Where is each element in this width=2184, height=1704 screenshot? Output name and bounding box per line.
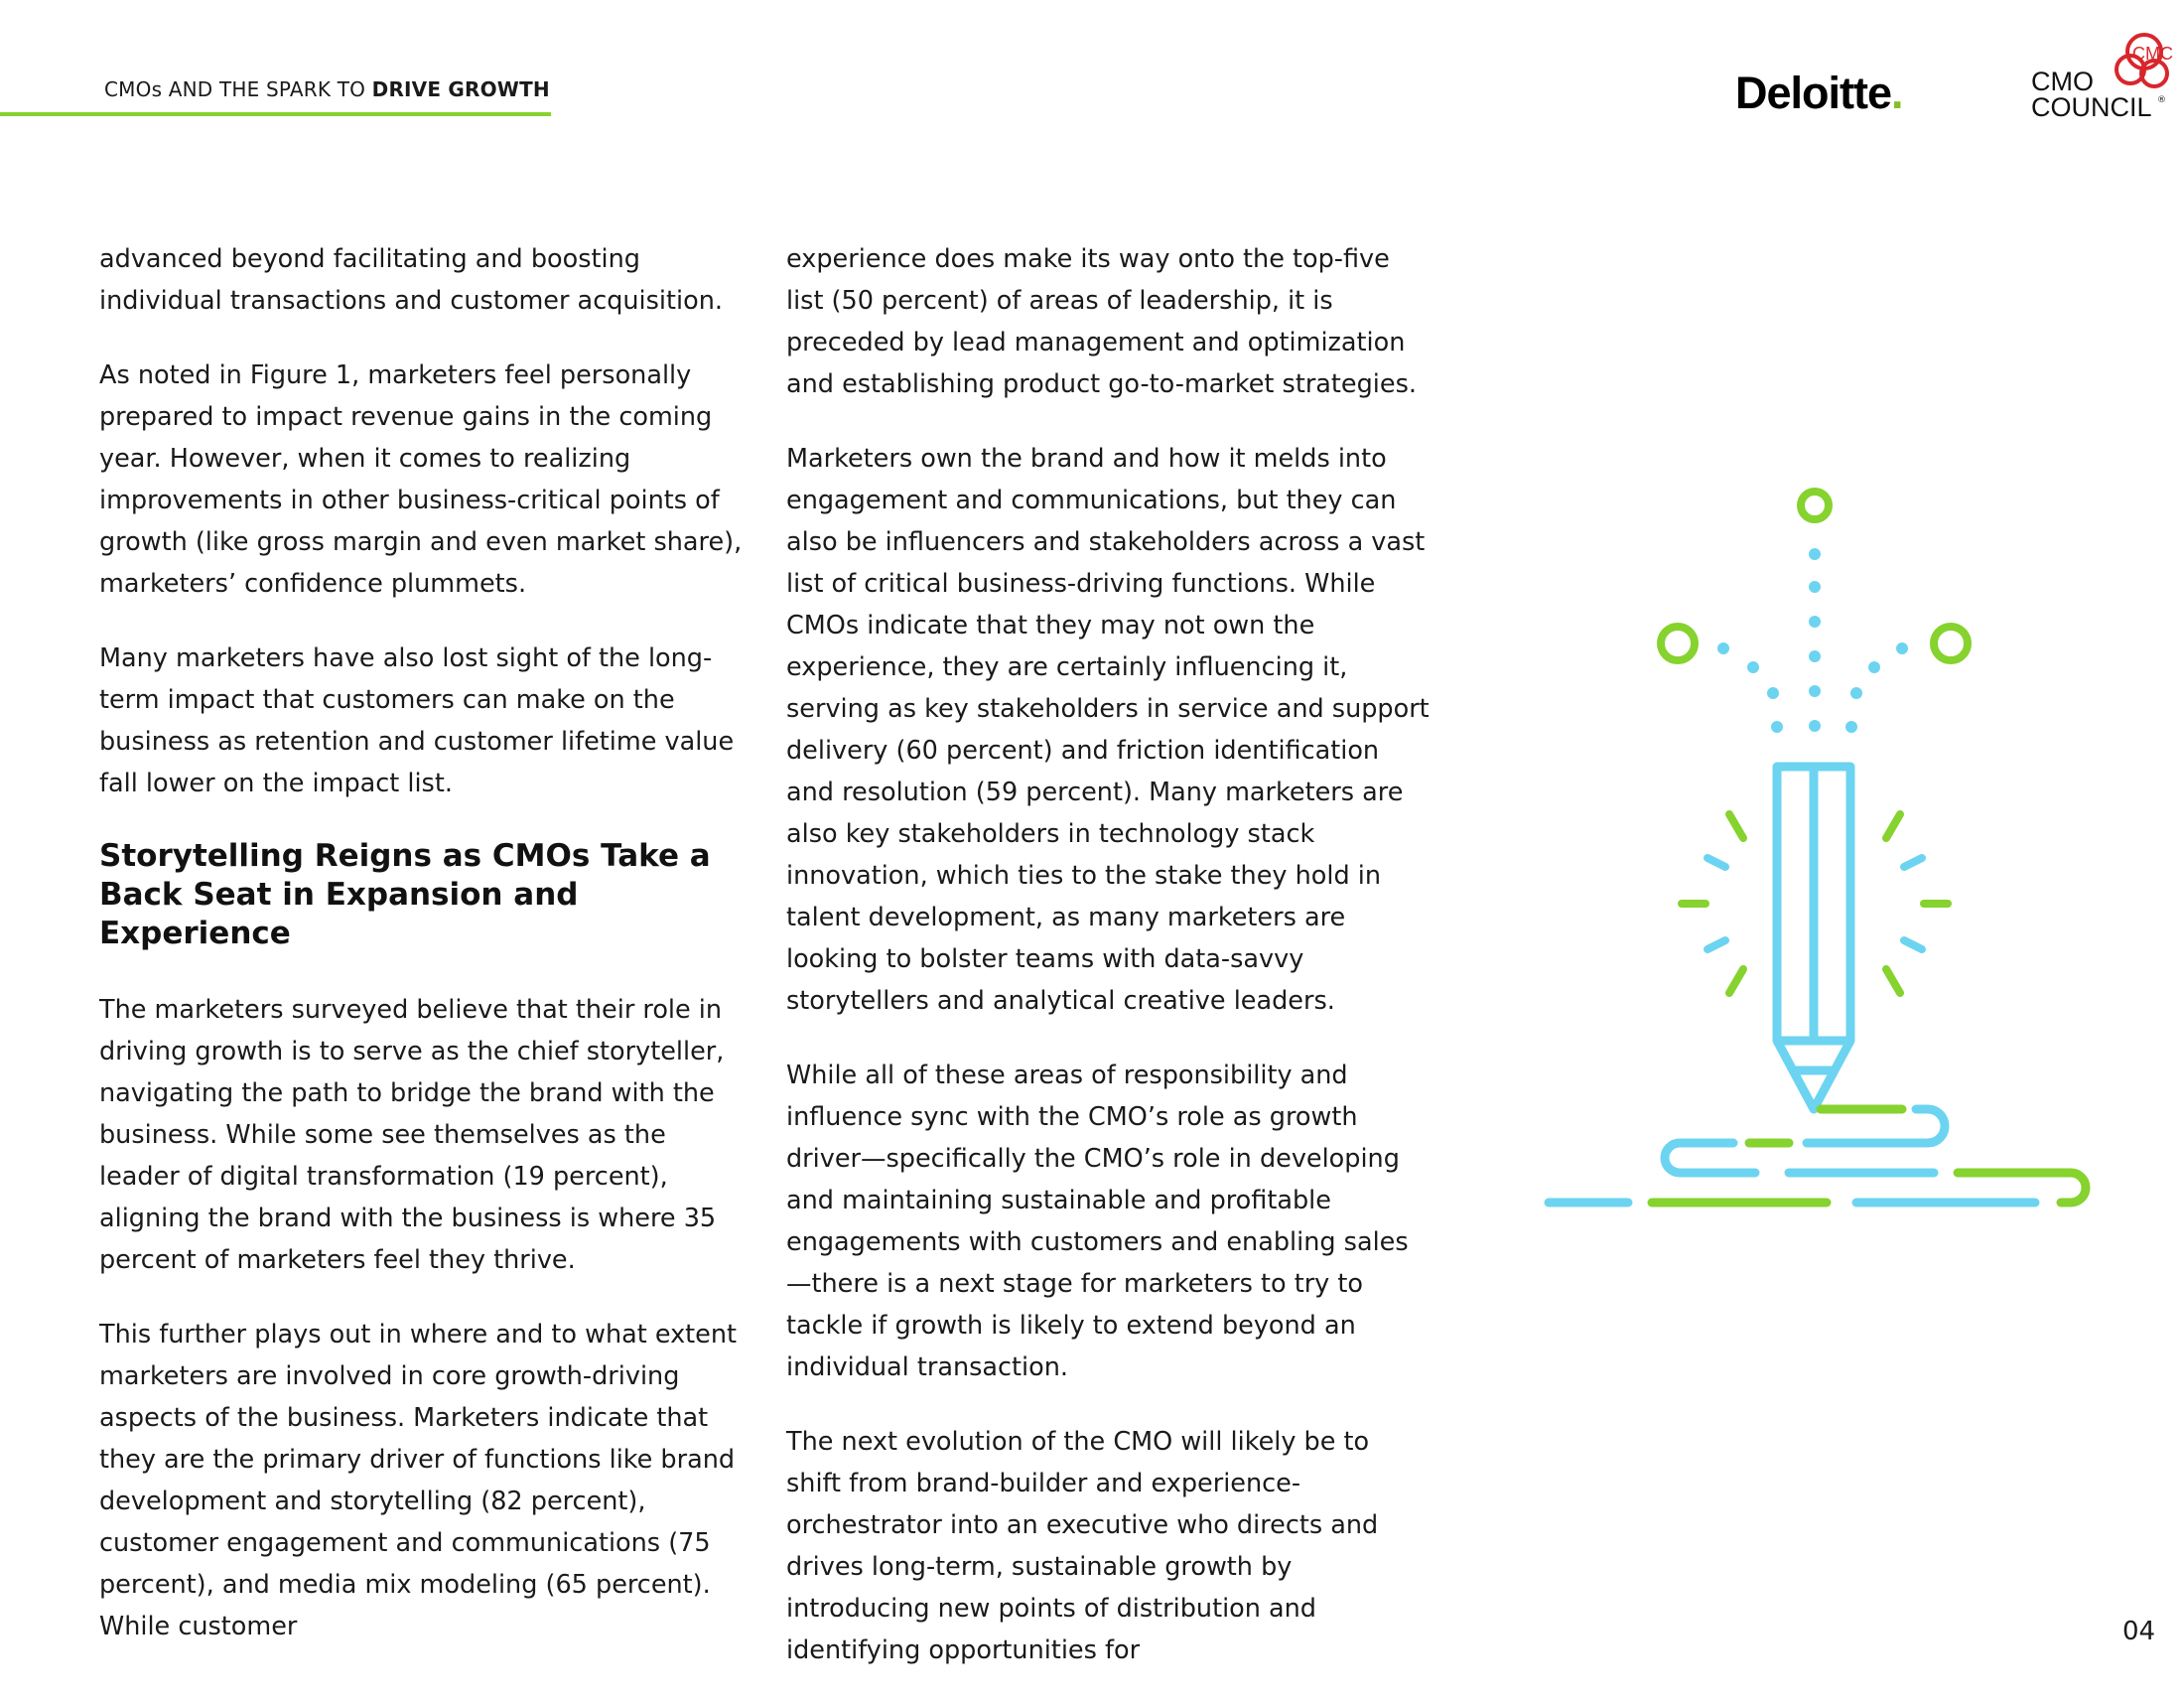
left-paragraph-4: The marketers surveyed believe that their role in driving growth is to serve as the chief storyteller, navigating the path to bridge the brand with the business. While some see themselves as the leader of digital transformation (19 percent), aligning the brand with the business is where 35 percent of marketers feel they thrive. [99,995,725,1275]
scribble-lines-icon [1549,1109,2086,1203]
spark-ring-top-icon [1801,492,1829,519]
pencil-body-icon [1777,767,1850,1109]
cmo-rings-text: CMC [2132,44,2173,64]
left-column [99,238,745,1680]
spark-ring-left-icon [1661,627,1695,660]
pencil-illustration-icon [1529,477,2105,1231]
deloitte-dot: . [1891,68,1903,118]
right-paragraph-1: experience does make its way onto the top-five list (50 percent) of areas of leadership, it is preceded by lead management and optimization and establishing product go-to-market strategies. [786,244,1417,399]
right-paragraph-2: Marketers own the brand and how it melds into engagement and communications, but they can also be influencers and stakeholders across a vast list of critical business-driving functions. While CMOs indicate that they may not own the experience, they are certainly influencing it, serving as key stakeholders in service and support delivery (60 percent) and friction identification and resolution (59 percent). Many marketers are also key stakeholders in technology stack innovation, which ties to the stake they hold in talent development, as many marketers are looking to bolster teams with data-savvy storytellers and analytical creative leaders. [786,444,1430,1016]
left-paragraph-1: advanced beyond facilitating and boosting individual transactions and customer acquisition. [99,244,723,316]
cmo-council-rings-icon [2111,32,2174,91]
page-number: 04 [2122,1617,2156,1646]
running-title-bold: DRIVE GROWTH [371,77,550,101]
deloitte-wordmark: Deloitte [1735,68,1892,118]
cmo-council-logo [2025,32,2184,126]
right-column [786,238,1432,1704]
spark-dots-icon [1717,548,1908,733]
deloitte-logo [1735,68,1903,119]
running-title [104,77,550,101]
section-heading: Storytelling Reigns as CMOs Take a Back Seat in Expansion and Experience [99,838,711,951]
spark-ring-right-icon [1934,627,1968,660]
cmo-council-line1: CMO [2031,67,2094,96]
left-paragraph-5: This further plays out in where and to what extent marketers are involved in core growth-driving aspects of the business. Marketers indicate that they are the primary driver of functions like brand development and storytelling (82 percent), customer engagement and communications (75 percent), and media mix modeling (65 percent). While customer [99,1320,738,1641]
cmo-council-line2: COUNCIL [2031,92,2152,122]
right-paragraph-3: While all of these areas of responsibility and influence sync with the CMO’s role as growth driver—specifically the CMO’s role in developing and maintaining sustainable and profitable engagements with customers and enabling sales—there is a next stage for marketers to try to tackle if growth is likely to extend beyond an individual transaction. [786,1061,1409,1382]
header [0,0,556,117]
right-paragraph-4: The next evolution of the CMO will likely be to shift from brand-builder and experience-orchestrator into an executive who directs and drives long-term, sustainable growth by introducing new points of distribution and identifying opportunities for [786,1427,1379,1665]
left-paragraph-3: Many marketers have also lost sight of the long-term impact that customers can make on the business as retention and customer lifetime value fall lower on the impact list. [99,643,735,798]
header-rule [0,112,551,116]
cmo-council-trademark: ® [2157,95,2166,105]
left-paragraph-2: As noted in Figure 1, marketers feel personally prepared to impact revenue gains in the coming year. However, when it comes to realizing improvements in other business-critical points of growth (like gross margin and even market share), marketers’ confidence plummets. [99,360,743,599]
running-title-prefix: CMOs AND THE SPARK TO [104,77,366,101]
